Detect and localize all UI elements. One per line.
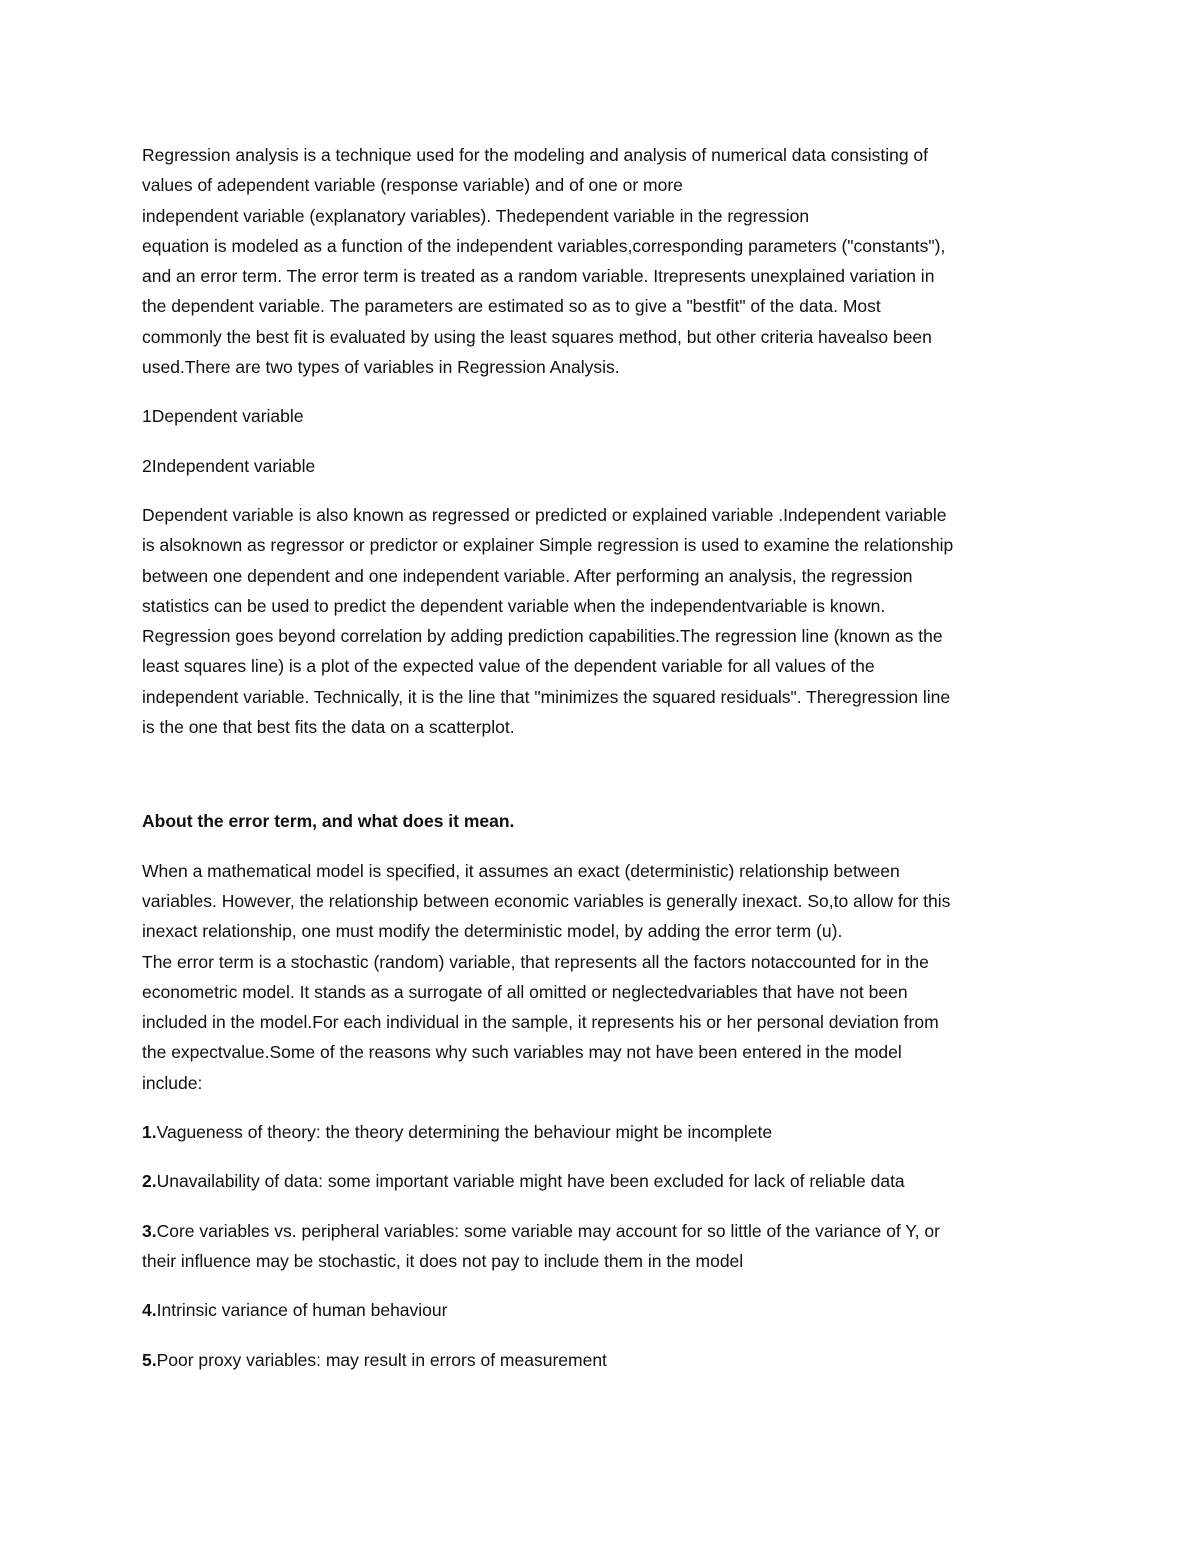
error-term-line: The error term is a stochastic (random) variable, that represents all the factors notaccounted for in the [142, 951, 929, 972]
reason-line [142, 1345, 1070, 1375]
intro-line: commonly the best fit is evaluated by using the least squares method, but other criteria havealso been [142, 326, 932, 347]
definitions-line: Dependent variable is also known as regressed or predicted or explained variable .Independent variable [142, 504, 947, 525]
error-term-line: variables. However, the relationship between economic variables is generally inexact. So,to allow for this [142, 890, 951, 911]
reason-text: Vagueness of theory: the theory determining the behaviour might be incomplete [156, 1122, 773, 1143]
variable-type-label: 1Dependent variable [142, 406, 304, 427]
intro-line: and an error term. The error term is treated as a random variable. Itrepresents unexplained variation in [142, 266, 935, 287]
reason-item [142, 1295, 1070, 1325]
reason-number: 4. [142, 1300, 157, 1321]
reason-number: 2. [142, 1171, 157, 1192]
definitions-line: least squares line) is a plot of the expected value of the dependent variable for all values of the [142, 656, 875, 677]
reason-line [142, 1166, 1070, 1196]
reason-item [142, 1345, 1070, 1375]
variable-type-label: 2Independent variable [142, 455, 316, 476]
error-section-heading-block [142, 806, 1070, 836]
intro-line: the dependent variable. The parameters are estimated so as to give a "bestfit" of the data. Most [142, 296, 881, 317]
intro-line: values of adependent variable (response variable) and of one or more [142, 175, 683, 196]
reason-number: 5. [142, 1349, 157, 1370]
reason-text: Intrinsic variance of human behaviour [156, 1300, 448, 1321]
error-term-line: the expectvalue.Some of the reasons why such variables may not have been entered in the model [142, 1042, 902, 1063]
intro-line: equation is modeled as a function of the independent variables,corresponding parameters ("constants"), [142, 235, 946, 256]
intro-line: used.There are two types of variables in Regression Analysis. [142, 357, 620, 378]
definitions-line: statistics can be used to predict the dependent variable when the independentvariable is known. [142, 595, 886, 616]
error-term-line: include: [142, 1072, 203, 1093]
definitions-line: is alsoknown as regressor or predictor or explainer Simple regression is used to examine the relationship [142, 535, 954, 556]
intro-line: Regression analysis is a technique used for the modeling and analysis of numerical data consisting of [142, 145, 929, 165]
reason-number: 3. [142, 1220, 157, 1241]
error-term-line: inexact relationship, one must modify the deterministic model, by adding the error term (u). [142, 921, 843, 942]
reason-line-continued: their influence may be stochastic, it does not pay to include them in the model [142, 1250, 744, 1271]
reason-line [142, 1295, 1070, 1325]
reason-item [142, 1216, 1070, 1277]
reason-line [142, 1117, 1070, 1147]
definitions-line: between one dependent and one independent variable. After performing an analysis, the regression [142, 565, 913, 586]
error-term-line: included in the model.For each individual in the sample, it represents his or her personal deviation from [142, 1012, 939, 1033]
error-term-line: econometric model. It stands as a surrogate of all omitted or neglectedvariables that have not been [142, 981, 908, 1002]
reason-number: 1. [142, 1122, 157, 1143]
intro-line: independent variable (explanatory variables). Thedependent variable in the regression [142, 205, 810, 226]
reason-text: Core variables vs. peripheral variables: some variable may account for so little of the variance of Y, or [156, 1220, 940, 1241]
variable-type-1 [142, 401, 1070, 431]
definitions-line: is the one that best fits the data on a scatterplot. [142, 717, 515, 738]
section-heading: About the error term, and what does it mean. [142, 811, 515, 832]
error-term-line: When a mathematical model is specified, it assumes an exact (deterministic) relationship between [142, 860, 900, 881]
definitions-paragraph [142, 500, 1070, 742]
reason-item [142, 1166, 1070, 1196]
intro-paragraph [142, 140, 1070, 382]
reason-text: Poor proxy variables: may result in errors of measurement [156, 1349, 607, 1370]
reason-line [142, 1216, 1070, 1246]
error-term-paragraph [142, 856, 1070, 1098]
definitions-line: independent variable. Technically, it is the line that "minimizes the squared residuals". Theregression line [142, 686, 951, 707]
reason-item [142, 1117, 1070, 1147]
variable-type-2 [142, 451, 1070, 481]
reason-text: Unavailability of data: some important variable might have been excluded for lack of reliable data [156, 1171, 905, 1192]
definitions-line: Regression goes beyond correlation by adding prediction capabilities.The regression line (known as the [142, 626, 943, 647]
